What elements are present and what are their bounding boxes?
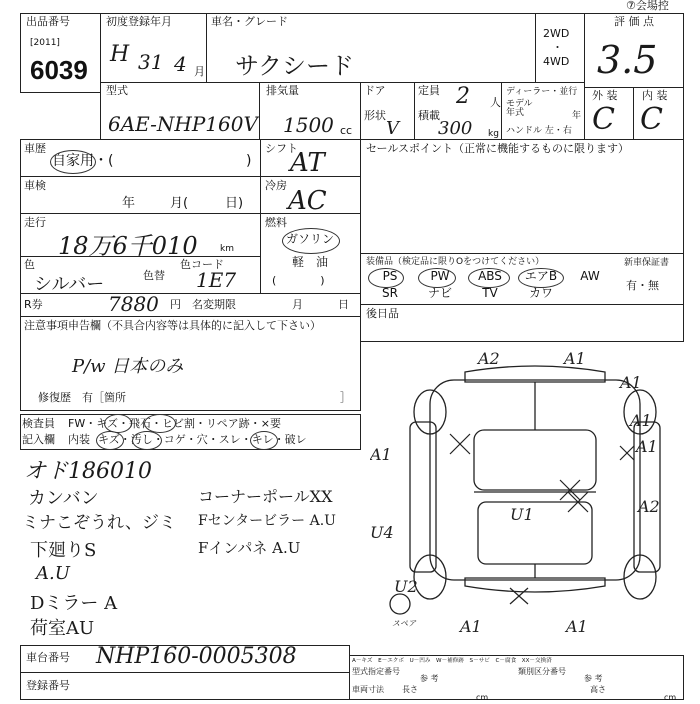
equipment-navi: ナビ	[427, 286, 452, 300]
exterior-label: 外 装	[592, 89, 618, 102]
after-items-cell	[360, 304, 684, 342]
mark-a2-top: A2	[478, 349, 500, 368]
dims-label: 車両寸法	[352, 685, 384, 694]
usage-value: 自家用・(	[52, 153, 114, 169]
usage-label: 車歴	[24, 142, 46, 155]
ref-1: 参 考	[420, 674, 439, 683]
inspection-label: 車検	[24, 179, 46, 192]
ac: AC	[288, 186, 327, 216]
dealer-label: ディーラー・並行	[506, 87, 578, 97]
inspector-row-1: FW・キズ・飛石・ヒビ割・リペア跡・×要	[68, 417, 281, 430]
drive-sep: ・	[552, 41, 563, 54]
type-spec-label: 型式指定番号	[352, 667, 400, 676]
registration-label: 登録番号	[26, 679, 70, 692]
recycle-label: R券	[24, 298, 43, 311]
abs-circle	[468, 268, 510, 288]
handle-label: ハンドル 左・右	[506, 126, 572, 136]
drive-4wd: 4WD	[543, 55, 570, 68]
first-reg-label: 初度登録年月	[106, 15, 172, 28]
shift-label: シフト	[265, 142, 298, 155]
score-label: 評 価 点	[614, 15, 654, 28]
hw-left-7: 荷室AU	[30, 618, 95, 639]
equipment-aw: AW	[580, 269, 600, 283]
usage-circle	[50, 150, 96, 174]
notes-label: 注意事項申告欄（不具合内容等は具体的に記入して下さい）	[24, 319, 321, 332]
first-reg-year: 31	[138, 50, 164, 74]
spare-label: スペア	[392, 619, 416, 628]
mileage-label: 走行	[24, 216, 46, 229]
fuel: ガソリン	[286, 232, 335, 246]
mark-a1-bl: A1	[460, 617, 482, 636]
spare-wheel	[390, 594, 410, 614]
car-name: サクシード	[235, 52, 355, 80]
repair-close: ］	[340, 391, 351, 404]
first-reg-month-unit: 月	[194, 65, 205, 78]
displacement-unit: cc	[340, 124, 353, 137]
shift: AT	[290, 148, 325, 178]
warranty-value: 有・無	[626, 279, 659, 292]
color-change-label: 色替	[143, 269, 165, 282]
ac-label: 冷房	[265, 179, 287, 192]
inspector-label-1: 検査員	[22, 417, 55, 430]
mileage: 18万6千010	[58, 232, 198, 260]
color-code: 1E7	[196, 268, 237, 292]
fuel-label: 燃料	[265, 216, 287, 229]
hw-right-2: Fセンタービラー A.U	[198, 513, 336, 529]
mark-u2: U2	[394, 577, 418, 596]
equipment-leather: カワ	[528, 286, 553, 300]
door-label: ドア	[364, 84, 386, 97]
airbag-circle	[518, 268, 564, 288]
equipment-label: 装備品（検定品に限りOをつけてください）	[366, 257, 545, 267]
load-label: 積載	[418, 109, 440, 122]
inspector-row-2: キズ・汚し・コゲ・穴・スレ・キレ・破レ	[98, 433, 307, 446]
chassis-label: 車台番号	[26, 651, 70, 664]
notes-content: P/w 日本のみ	[72, 356, 184, 377]
interior: C	[640, 102, 663, 137]
repair-label: 修復歴 有［箇所	[38, 391, 126, 404]
dirt-circle	[132, 431, 162, 450]
mark-a1-r2: A1	[636, 437, 658, 456]
hw-left-6: Dミラー A	[30, 593, 118, 614]
top-right-stamp: ⑦会場控	[626, 0, 669, 12]
name-change-day: 日	[338, 298, 349, 311]
lot-number: 6039	[30, 55, 88, 85]
inspection-month: 月(	[170, 196, 189, 211]
fuel-circle	[282, 228, 340, 254]
year-unit: 年	[572, 111, 582, 121]
left-side	[410, 422, 436, 572]
hw-right-3: Fインパネ A.U	[198, 539, 301, 557]
score: 3.5	[597, 38, 658, 82]
model-year-label: モデル 年式	[506, 99, 533, 118]
first-reg-era: H	[110, 42, 130, 67]
car-name-label: 車名・グレード	[211, 15, 288, 28]
length-unit: cm	[476, 693, 489, 702]
color-label: 色	[24, 258, 35, 271]
rub-circle	[250, 431, 278, 450]
recycle-unit: 円	[170, 298, 181, 311]
name-change-label: 名変期限	[192, 298, 236, 311]
warranty-label: 新車保証書	[624, 258, 670, 268]
car-cargo	[478, 502, 592, 564]
load: 300	[438, 118, 473, 139]
mark-a1-left: A1	[370, 445, 392, 464]
mark-a1-tr: A1	[620, 373, 642, 392]
footer-legend: A－キズ E－エクボ U－凹み W－補修跡 S－サビ C－腐食 XX－交換済	[352, 658, 552, 664]
mark-u1: U1	[510, 505, 534, 524]
hw-left-1: オド186010	[24, 459, 152, 484]
recycle-row	[20, 293, 361, 317]
hw-left-5: A.U	[36, 563, 70, 584]
shape-label: 形状	[364, 109, 386, 122]
scratch-circle-2	[96, 431, 124, 450]
model: 6AE-NHP160V	[108, 112, 258, 136]
lot-code: [2011]	[30, 38, 60, 48]
lot-number-label: 出品番号	[26, 15, 70, 28]
first-reg-month: 4	[174, 52, 187, 76]
equipment-abs: ABS	[478, 269, 502, 283]
pw-circle	[418, 268, 456, 288]
mark-a1-r1: A1	[630, 411, 652, 430]
mark-a2-right: A2	[638, 497, 660, 516]
mileage-unit: km	[220, 244, 234, 254]
fuel-paren: ( )	[272, 274, 325, 287]
equipment-pw: PW	[430, 269, 450, 283]
equipment-row-2	[366, 287, 616, 304]
equipment-airbag: エアB	[524, 269, 558, 283]
chassis-number: NHP160-0005308	[96, 644, 297, 669]
model-label: 型式	[106, 84, 128, 97]
color: シルバー	[34, 274, 105, 295]
ps-circle	[368, 268, 404, 288]
load-unit: kg	[488, 129, 499, 139]
displacement: 1500	[283, 113, 334, 137]
diesel: 軽 油	[292, 255, 329, 269]
name-change-month: 月	[292, 298, 303, 311]
color-code-label: 色コード	[180, 258, 224, 271]
after-items-label: 後日品	[366, 307, 399, 320]
car-damage-diagram	[370, 342, 690, 642]
seats-label: 定員	[418, 84, 440, 97]
inspection-day: 日)	[225, 196, 244, 211]
mark-u4: U4	[370, 523, 394, 542]
displacement-label: 排気量	[266, 84, 299, 97]
hw-left-4: 下廻りS	[30, 540, 97, 561]
car-roof	[474, 430, 596, 490]
shape: V	[386, 118, 399, 139]
exterior: C	[592, 102, 615, 137]
sales-points-cell	[360, 139, 684, 254]
ref-2: 参 考	[584, 674, 603, 683]
mark-a1-br: A1	[566, 617, 588, 636]
inspector-label-2: 記入欄	[22, 433, 55, 446]
hw-left-3: ミナこぞうれ、ジミ	[22, 513, 177, 533]
interior-label: 内 装	[642, 89, 668, 102]
usage-close: )	[246, 153, 252, 169]
equipment-ps: PS	[382, 269, 398, 283]
equipment-sr: SR	[382, 286, 398, 300]
inspection-year: 年	[122, 196, 136, 211]
seats: 2	[456, 84, 470, 109]
type-class-label: 類別区分番号	[518, 667, 566, 676]
hw-right-1: コーナーポールXX	[198, 487, 333, 506]
mark-a1-top: A1	[564, 349, 586, 368]
height-label: 高さ	[590, 685, 606, 694]
drive-2wd: 2WD	[543, 27, 570, 40]
recycle-value: 7880	[108, 292, 159, 316]
seats-unit: 人	[490, 96, 501, 109]
equipment-tv: TV	[482, 286, 498, 300]
height-unit: cm	[664, 693, 677, 702]
length-label: 長さ	[402, 685, 418, 694]
inspector-row-2-label: 内装	[68, 433, 90, 446]
sales-points-label: セールスポイント（正常に機能するものに限ります）	[366, 142, 630, 155]
hw-left-2: カンバン	[28, 488, 99, 509]
